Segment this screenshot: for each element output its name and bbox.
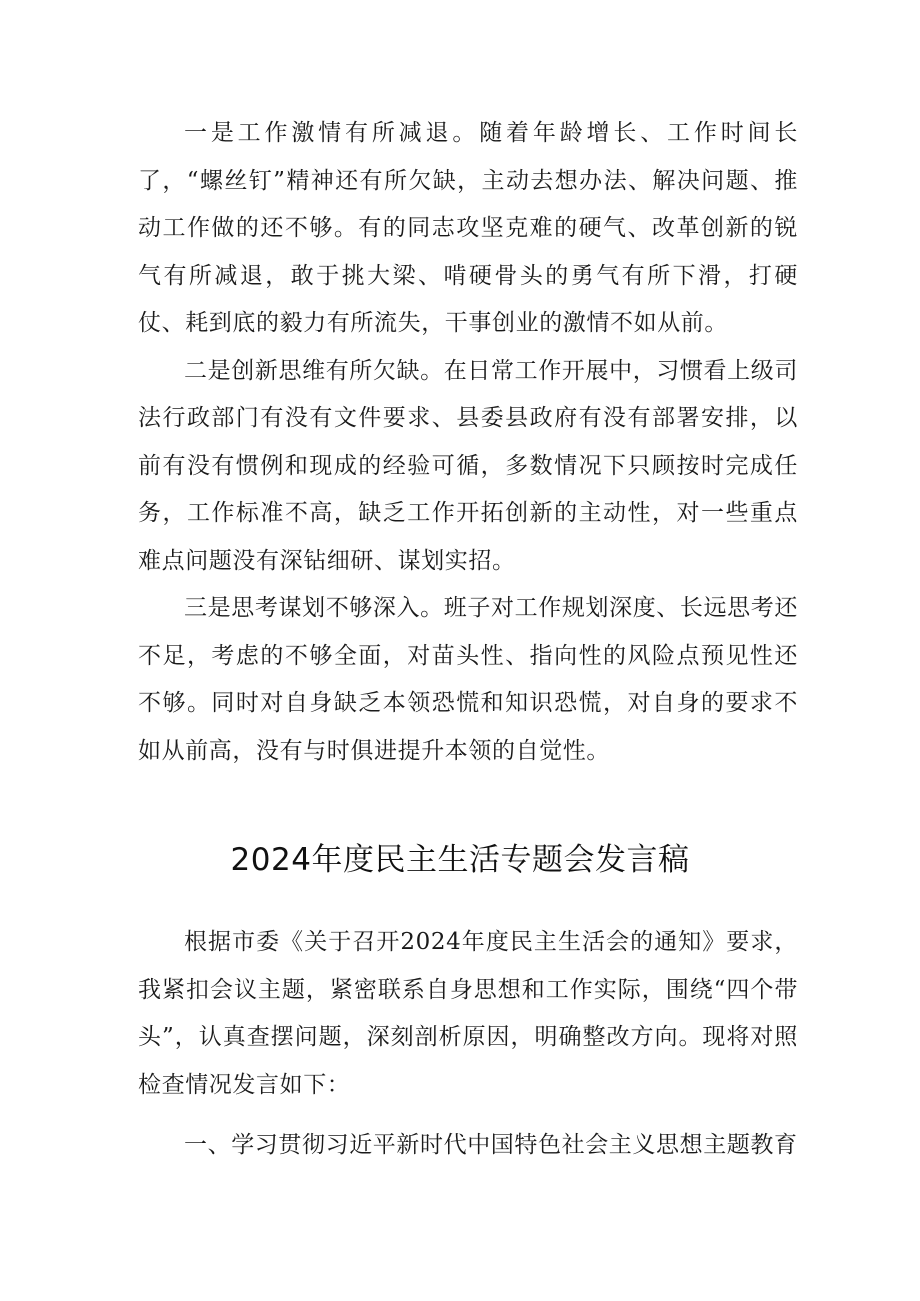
paragraph-work-passion: 一是工作激情有所减退。随着年龄增长、工作时间长了，“螺丝钉”精神还有所欠缺，主动去想办法、解决问题、推动工作做的还不够。有的同志攻坚克难的硬气、改革创新的锐气有所减退，敢于挑大梁、啃硬骨头的勇气有所下滑，打硬仗、耗到底的毅力有所流失，干事创业的激情不如从前。 — [138, 120, 798, 336]
speech-body — [138, 919, 798, 1170]
paragraph-heading-one: 一、学习贯彻习近平新时代中国特色社会主义思想主题教育 — [184, 1132, 798, 1158]
document-title: 2024年度民主生活专题会发言稿 — [230, 842, 690, 878]
paragraph-intro: 根据市委《关于召开2024年度民主生活会的通知》要求，我紧扣会议主题，紧密联系自身思想和工作实际，围绕“四个带头”，认真查摆问题，深刻剖析原因，明确整改方向。现将对照检查情况发言如下： — [138, 929, 798, 1098]
paragraph-innovative-thinking: 二是创新思维有所欠缺。在日常工作开展中，习惯看上级司法行政部门有没有文件要求、县委县政府有没有部署安排，以前有没有惯例和现成的经验可循，多数情况下只顾按时完成任务，工作标准不高，缺乏工作开拓创新的主动性，对一些重点难点问题没有深钻细研、谋划实招。 — [138, 357, 798, 574]
paragraph-planning: 三是思考谋划不够深入。班子对工作规划深度、长远思考还不足，考虑的不够全面，对苗头性、指向性的风险点预见性还不够。同时对自身缺乏本领恐慌和知识恐慌，对自身的要求不如从前高，没有与时俱进提升本领的自觉性。 — [138, 595, 798, 764]
previous-section-body — [138, 110, 798, 775]
